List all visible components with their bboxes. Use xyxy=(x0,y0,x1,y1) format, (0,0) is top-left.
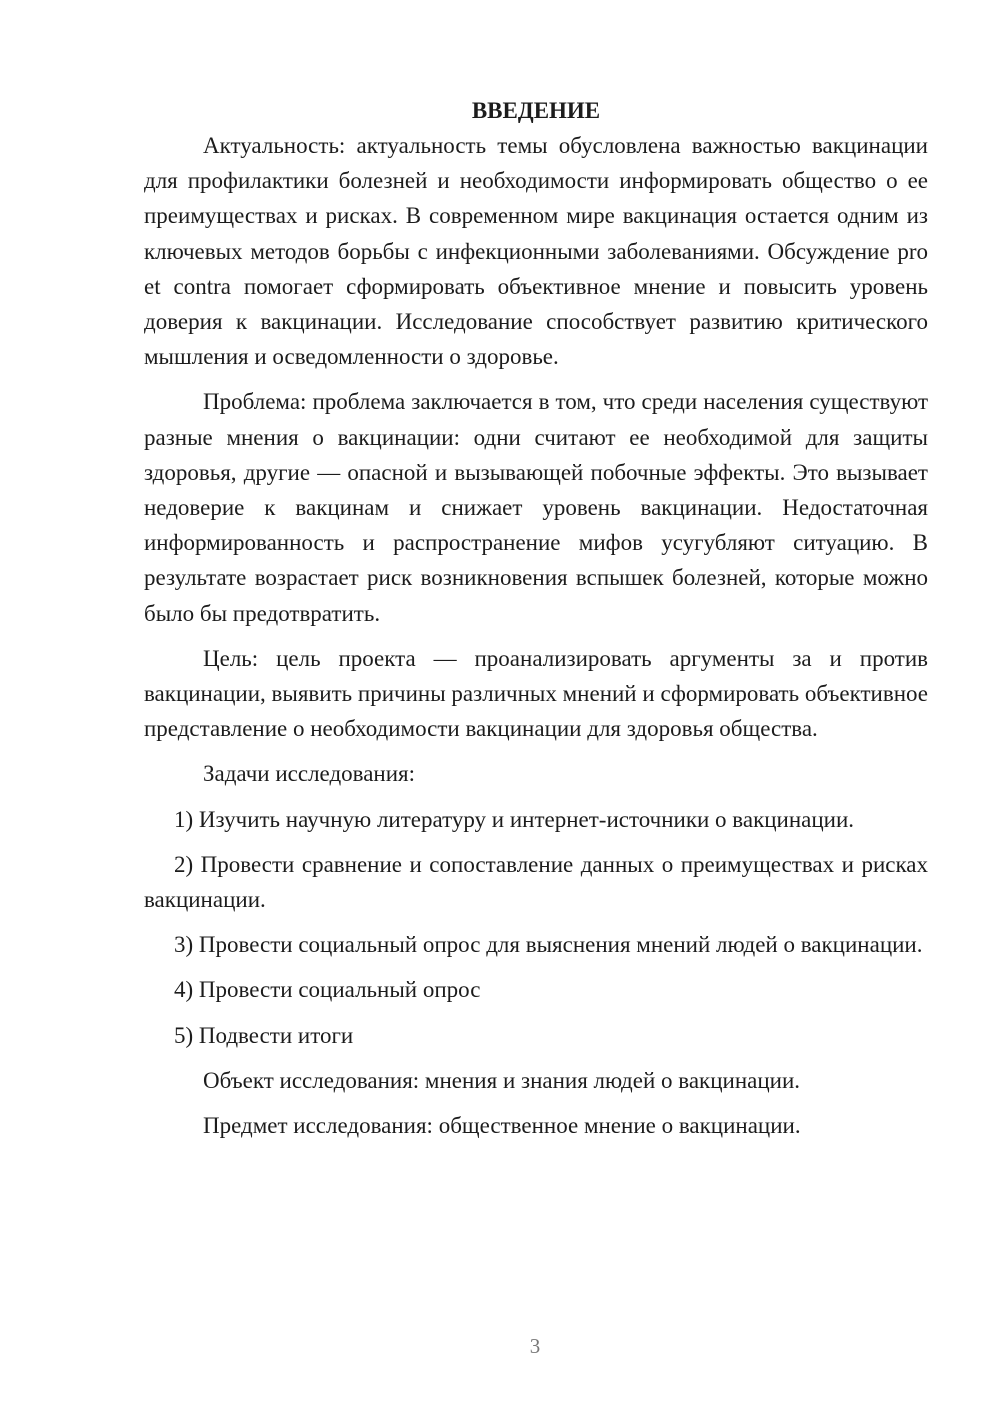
goal-paragraph: Цель: цель проекта — проанализировать аргументы за и против вакцинации, выявить причины различных мнений и сформировать объективное представление о необходимости вакцинации для здоровья общества. xyxy=(144,645,928,742)
task-item-4: 4) Провести социальный опрос xyxy=(174,977,481,1003)
document-page xyxy=(144,96,928,1153)
task-item-5: 5) Подвести итоги xyxy=(174,1022,354,1048)
tasks-title: Задачи исследования: xyxy=(203,761,416,787)
relevance-paragraph: Актуальность: актуальность темы обусловлена важностью вакцинации для профилактики болезней и необходимости информировать общество о ее преимуществах и рисках. В современном мире вакцинация остается одним из ключевых методов борьбы с инфекционными заболеваниями. Обсуждение pro et contra помогает сформировать объективное мнение и повысить уровень доверия к вакцинации. Исследование способствует развитию критического мышления и осведомленности о здоровье. xyxy=(144,133,928,370)
task-item-1: 1) Изучить научную литературу и интернет-источники о вакцинации. xyxy=(174,806,855,832)
tasks-list xyxy=(144,802,928,1053)
page-number: 3 xyxy=(529,1334,541,1358)
task-item-2: 2) Провести сравнение и сопоставление данных о преимуществах и рисках вакцинации. xyxy=(144,851,928,913)
research-subject: Предмет исследования: общественное мнение о вакцинации. xyxy=(203,1113,801,1139)
task-item-3: 3) Провести социальный опрос для выяснения мнений людей о вакцинации. xyxy=(174,932,923,958)
research-object: Объект исследования: мнения и знания людей о вакцинации. xyxy=(203,1067,801,1093)
page-title: ВВЕДЕНИЕ xyxy=(471,98,601,123)
problem-paragraph: Проблема: проблема заключается в том, что среди населения существуют разные мнения о вакцинации: одни считают ее необходимой для защиты здоровья, другие — опасной и вызывающей побочные эффекты. Это вызывает недоверие к вакцинам и снижает уровень вакцинации. Недостаточная информированность и распространение мифов усугубляют ситуацию. В результате возрастает риск возникновения вспышек болезней, которые можно было бы предотвратить. xyxy=(144,389,928,626)
